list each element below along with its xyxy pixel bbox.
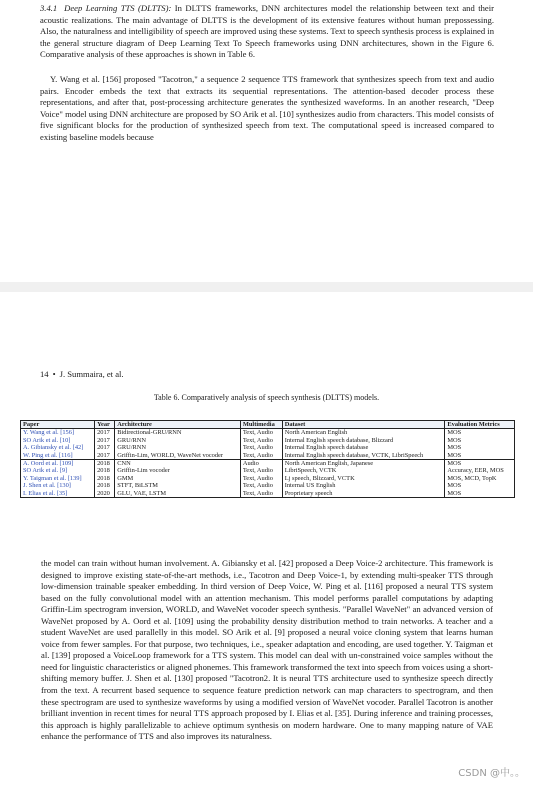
cell-paper[interactable]: SO Arik et al. [10]: [23, 436, 71, 444]
cell-architecture: Griffin-Lim, WORLD, WaveNet vocoder: [115, 452, 241, 460]
cell-multimedia: Text, Audio: [240, 490, 282, 498]
cell-paper[interactable]: A. Gibiansky et al. [42]: [23, 444, 84, 452]
cell-metrics: MOS: [445, 452, 515, 460]
running-header: [40, 369, 124, 379]
cell-dataset: Proprietary speech: [282, 490, 445, 498]
paragraph-tacotron: Y. Wang et al. [156] proposed "Tacotron," a sequence 2 sequence TTS framework that synthesizes speech from text and audio pairs. Encoder embeds the text that extracts its sequential representations. The attention-based decoder process these representations, and after that, post-processing architecture generates the synthesized waveforms. In an another research, "Deep Voice" model using DNN architecture are proposed by SO Arik et al. [10] synthesizes audio from characters. This model consists of five significant blocks for the production of synthesized speech from text. The computational speed is increased compared to existing baseline models because: [40, 74, 494, 142]
comparison-table: [20, 420, 515, 498]
cell-multimedia: Text, Audio: [240, 475, 282, 482]
table-row: [21, 490, 515, 498]
header-multimedia: Multimedia: [240, 421, 282, 429]
cell-metrics: Accuracy, EER, MOS: [445, 467, 515, 474]
header-architecture: Architecture: [115, 421, 241, 429]
cell-dataset: Internal English speech database, VCTK, LibriSpeech: [282, 452, 445, 460]
table-row: [21, 429, 515, 437]
table-row: [21, 452, 515, 460]
cell-architecture: GRU/RNN: [115, 437, 241, 444]
cell-paper[interactable]: Y. Wang et al. [156]: [23, 429, 75, 437]
cell-metrics: MOS: [445, 490, 515, 498]
cell-year: 2018: [95, 482, 115, 489]
paragraph-dltts-intro: [40, 3, 494, 61]
cell-architecture: Bidirectional-GRU/RNN: [115, 429, 241, 437]
header-year: Year: [95, 421, 115, 429]
page-gap: [0, 282, 533, 292]
table-row: [21, 437, 515, 444]
table-row: [21, 467, 515, 474]
cell-multimedia: Text, Audio: [240, 467, 282, 474]
cell-architecture: GLU, VAE, LSTM: [115, 490, 241, 498]
cell-dataset: North American English, Japanese: [282, 460, 445, 468]
cell-year: 2020: [95, 490, 115, 498]
table-caption: Table 6. Comparatively analysis of speech synthesis (DLTTS) models.: [153, 393, 380, 402]
header-metrics: Evaluation Metrics: [445, 421, 515, 429]
page-top: [0, 0, 533, 282]
section-number: 3.4.1: [40, 3, 58, 13]
cell-metrics: MOS: [445, 437, 515, 444]
cell-multimedia: Text, Audio: [240, 482, 282, 489]
cell-metrics: MOS: [445, 460, 515, 468]
page-number: 14: [40, 369, 49, 379]
table-row: [21, 444, 515, 451]
cell-metrics: MOS, MCD, TopK: [445, 475, 515, 482]
header-separator: •: [52, 369, 56, 379]
watermark: CSDN @中。。: [458, 768, 525, 779]
cell-architecture: Griffin-Lim vocoder: [115, 467, 241, 474]
cell-year: 2017: [95, 452, 115, 460]
cell-dataset: Internal English speech database, Blizzard: [282, 437, 445, 444]
cell-dataset: LibriSpeech, VCTK: [282, 467, 445, 474]
cell-architecture: CNN: [115, 460, 241, 468]
cell-dataset: North American English: [282, 429, 445, 437]
table-header-row: [21, 421, 515, 429]
table-row: [21, 475, 515, 482]
cell-paper[interactable]: SO Arik et al. [9]: [23, 467, 68, 475]
section-heading: Deep Learning TTS (DLTTS):: [64, 3, 172, 13]
cell-year: 2018: [95, 475, 115, 482]
paragraph-related-work: the model can train without human involvement. A. Gibiansky et al. [42] proposed a Deep Voice-2 architecture. This framework is designed to improve existing state-of-the-art methods, i.e., Tacotron and Deep Voice-1, by extending multi-speaker TTS through low-dimension trainable speaker embedding. In third version of Deep Voice, W. Ping et al. [116] proposed a neural TTS system based on the fully convolutional model with an attention mechanism. This model performs parallel computations by adapting Griffin-Lim spectrogram inversion, WORLD, and WaveNet vocoder speech synthesis. "Parallel WaveNet" an advanced version of WaveNet proposed by A. Oord et al. [109] using the probability density distribution method to train networks. A teacher and a student WaveNet are used parallelly in this model. SO Arik et al. [9] proposed a neural voice cloning system that learns human voice from fewer samples. For that purpose, two techniques, i.e., speaker adaptation and encoding, are used together. Y. Taigman et al. [139] proposed a VoiceLoop framework for a TTS system. This model can deal with un-constrained voice samples without the need for linguistic characteristics or aligned phonemes. This framework transformed the text into speech from voices using a short-shifting memory buffer. J. Shen et al. [130] proposed "Tacotron2. It is neural TTS architecture used to synthesize speech directly from the text. A recurrent based sequence to sequence feature prediction network can map characters to spectrogram, and then these spectrogram are used to synthesize waveforms by using a modified version of WaveNet vocoder. Parallel Tacotron is another brilliant invention in recent times for neural TTS approach proposed by I. Elias et al. [35]. During inference and training processes, this approach is highly parallelizable to achieve optimum synthesis on modern hardware. One to many mapping nature of VAE enhance the performance of TTS and also improves its naturalness.: [41, 558, 493, 742]
table-row: [21, 460, 515, 468]
paragraph-text: In DLTTS frameworks, DNN architectures model the relationship between text and their acoustic realizations. The main advantage of DLTTS is the development of its extensive features without human prepossessing. Also, the naturalness and intelligibility of speech are improved using these systems. Text to speech synthesis process is explained in the general structure diagram of Deep Learning Text To Speech frameworks using DNN architectures, shown in the Figure 6. Comparative analysis of these approaches is shown in Table 6.: [40, 3, 494, 60]
cell-metrics: MOS: [445, 429, 515, 437]
cell-multimedia: Text, Audio: [240, 429, 282, 437]
cell-dataset: Internal English speech database: [282, 444, 445, 451]
cell-architecture: GRU/RNN: [115, 444, 241, 451]
cell-multimedia: Audio: [240, 460, 282, 468]
cell-architecture: STFT, BiLSTM: [115, 482, 241, 489]
cell-multimedia: Text, Audio: [240, 452, 282, 460]
cell-architecture: GMM: [115, 475, 241, 482]
cell-year: 2018: [95, 460, 115, 468]
header-paper: Paper: [21, 421, 95, 429]
cell-metrics: MOS: [445, 482, 515, 489]
table-row: [21, 482, 515, 489]
cell-dataset: Internal US English: [282, 482, 445, 489]
cell-paper[interactable]: W. Ping et al. [116]: [21, 452, 95, 460]
cell-paper[interactable]: J. Shen et al. [130]: [23, 482, 71, 490]
cell-year: 2017: [95, 444, 115, 451]
cell-multimedia: Text, Audio: [240, 444, 282, 451]
cell-metrics: MOS: [445, 444, 515, 451]
page-bottom: [0, 292, 533, 785]
running-author: J. Summaira, et al.: [59, 369, 124, 379]
cell-year: 2017: [95, 429, 115, 437]
cell-year: 2017: [95, 437, 115, 444]
cell-paper[interactable]: I. Elias et al. [35]: [23, 489, 68, 497]
cell-year: 2018: [95, 467, 115, 474]
header-dataset: Dataset: [282, 421, 445, 429]
cell-paper[interactable]: Y. Taigman et al. [139]: [23, 474, 82, 482]
cell-paper[interactable]: A. Oord et al. [109]: [23, 460, 74, 468]
cell-dataset: Lj speech, Blizzard, VCTK: [282, 475, 445, 482]
cell-multimedia: Text, Audio: [240, 437, 282, 444]
